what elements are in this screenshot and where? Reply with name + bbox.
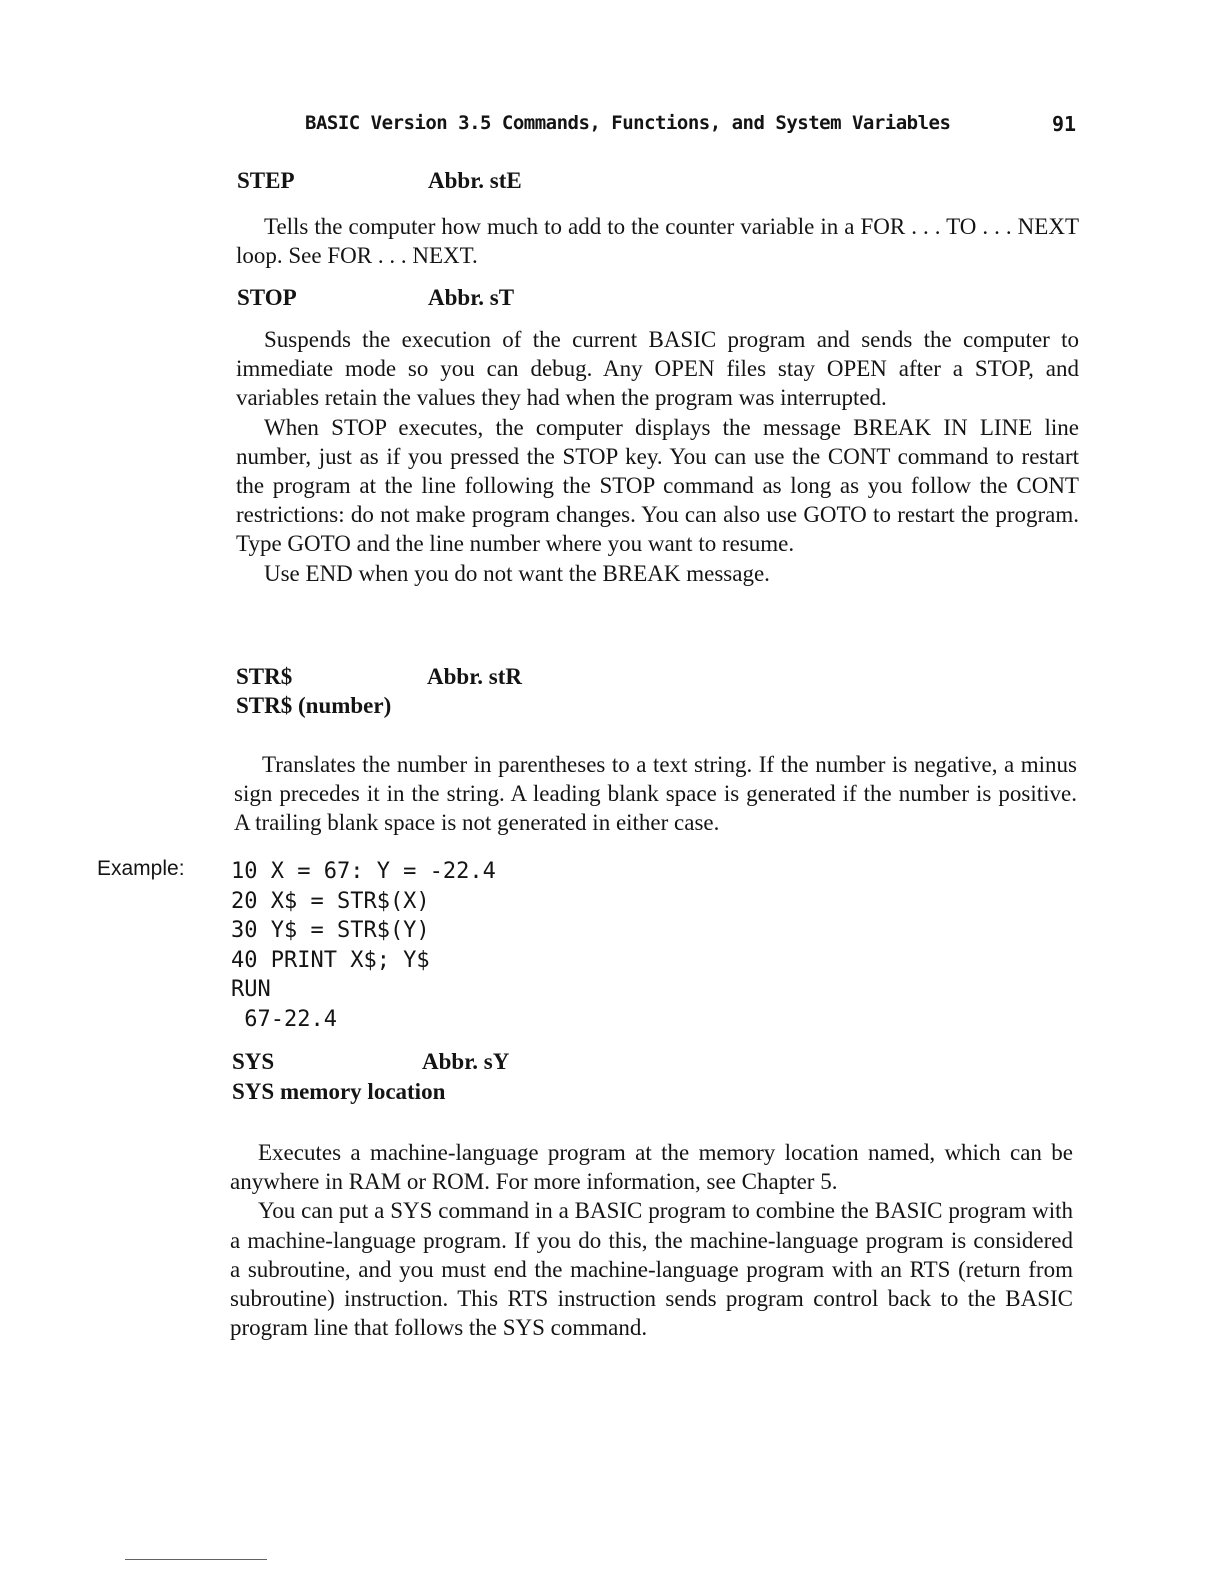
abbr-str: Abbr. stR [427, 664, 523, 689]
paragraph: Executes a machine-language program at the memory location named, which can be anywhere in RAM or ROM. For more information, see Chapter 5. [230, 1140, 1073, 1195]
sys-description [230, 1138, 1073, 1342]
example-code: 10 X = 67: Y = -22.4 20 X$ = STR$(X) 30 Y$ = STR$(Y) 40 PRINT X$; Y$ RUN 67-22.4 [231, 859, 496, 1032]
abbr-sys: Abbr. sY [422, 1049, 510, 1074]
syntax-str: STR$ (number) [236, 693, 392, 718]
abbr-stop: Abbr. sT [428, 285, 515, 310]
example-label: Example: [97, 857, 185, 880]
keyword-sys: SYS [232, 1049, 275, 1074]
step-description [236, 212, 1079, 270]
footer-rule [125, 1559, 267, 1560]
paragraph: Translates the number in parentheses to a text string. If the number is negative, a minus sign precedes it in the string. A leading blank space is generated if the number is positive. A trailing blank space is not generated in either case. [234, 752, 1077, 836]
paragraph: Use END when you do not want the BREAK message. [264, 560, 770, 586]
running-header: BASIC Version 3.5 Commands, Functions, and System Variables [305, 112, 951, 134]
paragraph: When STOP executes, the computer displays the message BREAK IN LINE line number, just as if you pressed the STOP key. You can use the CONT command to restart the program at the line following the STOP command as long as you follow the CONT restrictions: do not make program changes. You can also use GOTO to restart the program. Type GOTO and the line number where you want to resume. [236, 414, 1079, 557]
paragraph: Suspends the execution of the current BASIC program and sends the computer to immediate mode so you can debug. Any OPEN files stay OPEN after a STOP, and variables retain the values they had when the program was interrupted. [236, 327, 1079, 411]
abbr-step: Abbr. stE [428, 168, 522, 193]
keyword-stop: STOP [237, 285, 297, 310]
keyword-str: STR$ [236, 664, 293, 689]
paragraph: You can put a SYS command in a BASIC program to combine the BASIC program with a machine-language program. If you do this, the machine-language program is considered a subroutine, and you must end the machine-language program with an RTS (return from subroutine) instruction. This RTS instruction sends program control back to the BASIC program line that follows the SYS command. [230, 1198, 1073, 1341]
str-description [234, 750, 1077, 838]
paragraph: Tells the computer how much to add to the counter variable in a FOR . . . TO . . . NEXT loop. See FOR . . . NEXT. [236, 214, 1079, 269]
stop-description [236, 325, 1079, 588]
page-number: 91 [1052, 112, 1077, 136]
keyword-step: STEP [237, 168, 295, 193]
syntax-sys: SYS memory location [232, 1079, 446, 1104]
